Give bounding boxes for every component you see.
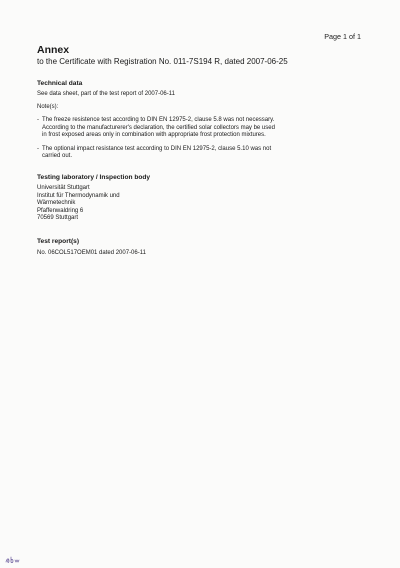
note-text bbox=[42, 146, 367, 161]
address-line: 70569 Stuttgart bbox=[37, 215, 79, 222]
laboratory-address bbox=[37, 185, 367, 223]
note-item bbox=[37, 146, 367, 161]
document-title: Annex bbox=[37, 44, 70, 56]
testing-laboratory-heading: Testing laboratory / Inspection body bbox=[37, 173, 151, 181]
document-subtitle: to the Certificate with Registration No. 011-7S194 R, dated 2007-06-25 bbox=[37, 57, 288, 66]
technical-data-heading: Technical data bbox=[37, 80, 83, 87]
note-item bbox=[37, 117, 367, 140]
note-line: The freeze resistence test according to DIN EN 12975-2, clause 5.8 was not necessary. bbox=[42, 117, 275, 123]
address-line: Institut für Thermodynamik und bbox=[37, 192, 120, 199]
notes-label: Note(s): bbox=[37, 104, 59, 110]
note-dash: - bbox=[37, 145, 39, 152]
address-line: Pfaffenwaldring 6 bbox=[37, 207, 84, 214]
page-indicator: Page 1 of 1 bbox=[324, 32, 361, 41]
note-dash: - bbox=[37, 117, 39, 123]
document-body bbox=[37, 44, 367, 257]
test-reports-heading: Test report(s) bbox=[37, 237, 80, 245]
note-line: The optional impact resistance test according to DIN EN 12975-2, clause 5.10 was not bbox=[42, 145, 272, 152]
note-line: carried out. bbox=[42, 153, 73, 160]
address-line: Universität Stuttgart bbox=[37, 184, 90, 191]
handwritten-signature bbox=[4, 555, 22, 565]
note-text bbox=[42, 117, 367, 140]
address-line: Wärmetechnik bbox=[37, 200, 76, 207]
technical-data-text: See data sheet, part of the test report of 2007-06-11 bbox=[37, 91, 175, 97]
note-line: According to the manufacturerer's declaration, the certified solar collectors may be used bbox=[42, 124, 275, 131]
note-line: in frost exposed areas only in combination with appropriate frost protection mixtures. bbox=[42, 132, 266, 139]
test-report-number: No. 06COL517OEM01 dated 2007-06-11 bbox=[37, 249, 146, 256]
